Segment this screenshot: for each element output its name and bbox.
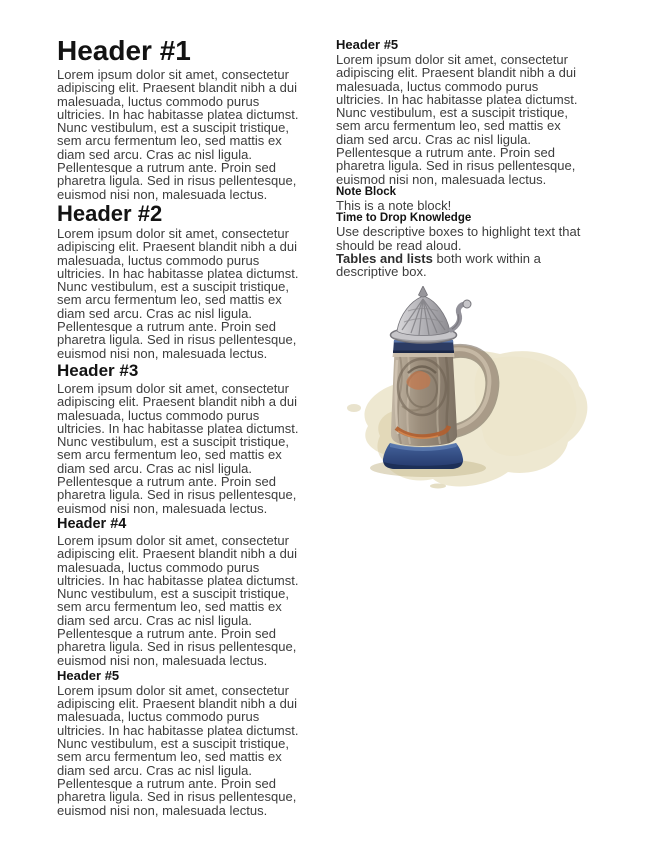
paragraph-h5-right: Lorem ipsum dolor sit amet, consectetur adipiscing elit. Praesent blandit nibh a dui malesuada, luctus commodo purus ultricies. In hac habitasse platea dictumst. Nunc vestibulum, est a suscipit tristique, sem arcu fermentum leo, sed mattis ex diam sed arcu. Cras ac nisl ligula. Pellentesque a rutrum ante. Proin sed pharetra ligula. Sed in risus pellentesque, euismod nisi non, malesuada lectus. [336, 52, 578, 187]
paragraph-h4: Lorem ipsum dolor sit amet, consectetur adipiscing elit. Praesent blandit nibh a dui malesuada, luctus commodo purus ultricies. In hac habitasse platea dictumst. Nunc vestibulum, est a suscipit tristique, sem arcu fermentum leo, sed mattis ex diam sed arcu. Cras ac nisl ligula. Pellentesque a rutrum ante. Proin sed pharetra ligula. Sed in risus pellentesque, euismod nisi non, malesuada lectus. [57, 532, 299, 668]
thumb-lift-knob [463, 300, 471, 308]
stein-illustration [338, 286, 598, 501]
paragraph-h3: Lorem ipsum dolor sit amet, consectetur adipiscing elit. Praesent blandit nibh a dui malesuada, luctus commodo purus ultricies. In hac habitasse platea dictumst. Nunc vestibulum, est a suscipit tristique, sem arcu fermentum leo, sed mattis ex diam sed arcu. Cras ac nisl ligula. Pellentesque a rutrum ante. Proin sed pharetra ligula. Sed in risus pellentesque, euismod nisi non, malesuada lectus. [57, 380, 299, 516]
lid-finial [419, 286, 428, 297]
heading-2: Header #2 [57, 200, 163, 226]
left-column [57, 36, 310, 844]
heading-5-left: Header #5 [57, 667, 120, 683]
note-block-text: This is a note block! [336, 197, 452, 213]
wash-speck-bottom [430, 484, 446, 489]
tables-lists-line [336, 252, 589, 279]
note-block-heading: Note Block [336, 185, 397, 198]
wash-speck-left [347, 404, 361, 412]
heading-1: Header #1 [57, 35, 191, 66]
heading-5-right: Header #5 [336, 37, 399, 52]
drop-knowledge-heading: Time to Drop Knowledge [336, 212, 472, 225]
tables-lists-bold: Tables and lists [336, 250, 433, 266]
stein-illustration-svg [338, 286, 598, 501]
paragraph-h1: Lorem ipsum dolor sit amet, consectetur adipiscing elit. Praesent blandit nibh a dui malesuada, luctus commodo purus ultricies. In hac habitasse platea dictumst. Nunc vestibulum, est a suscipit tristique, sem arcu fermentum leo, sed mattis ex diam sed arcu. Cras ac nisl ligula. Pellentesque a rutrum ante. Proin sed pharetra ligula. Sed in risus pellentesque, euismod nisi non, malesuada lectus. [57, 67, 299, 202]
stein-thumb-lift [451, 300, 471, 330]
right-column [336, 36, 589, 844]
drop-knowledge-text: Use descriptive boxes to highlight text that should be read aloud. [336, 224, 581, 253]
heading-3: Header #3 [57, 360, 139, 380]
heading-4: Header #4 [57, 515, 127, 532]
stein-lid [391, 286, 457, 343]
paragraph-h5-left: Lorem ipsum dolor sit amet, consectetur adipiscing elit. Praesent blandit nibh a dui malesuada, luctus commodo purus ultricies. In hac habitasse platea dictumst. Nunc vestibulum, est a suscipit tristique, sem arcu fermentum leo, sed mattis ex diam sed arcu. Cras ac nisl ligula. Pellentesque a rutrum ante. Proin sed pharetra ligula. Sed in risus pellentesque, euismod nisi non, malesuada lectus. [57, 682, 299, 818]
tables-lists-rest: both work within a descriptive box. [336, 250, 541, 280]
paragraph-h2: Lorem ipsum dolor sit amet, consectetur adipiscing elit. Praesent blandit nibh a dui malesuada, luctus commodo purus ultricies. In hac habitasse platea dictumst. Nunc vestibulum, est a suscipit tristique, sem arcu fermentum leo, sed mattis ex diam sed arcu. Cras ac nisl ligula. Pellentesque a rutrum ante. Proin sed pharetra ligula. Sed in risus pellentesque, euismod nisi non, malesuada lectus. [57, 225, 299, 361]
